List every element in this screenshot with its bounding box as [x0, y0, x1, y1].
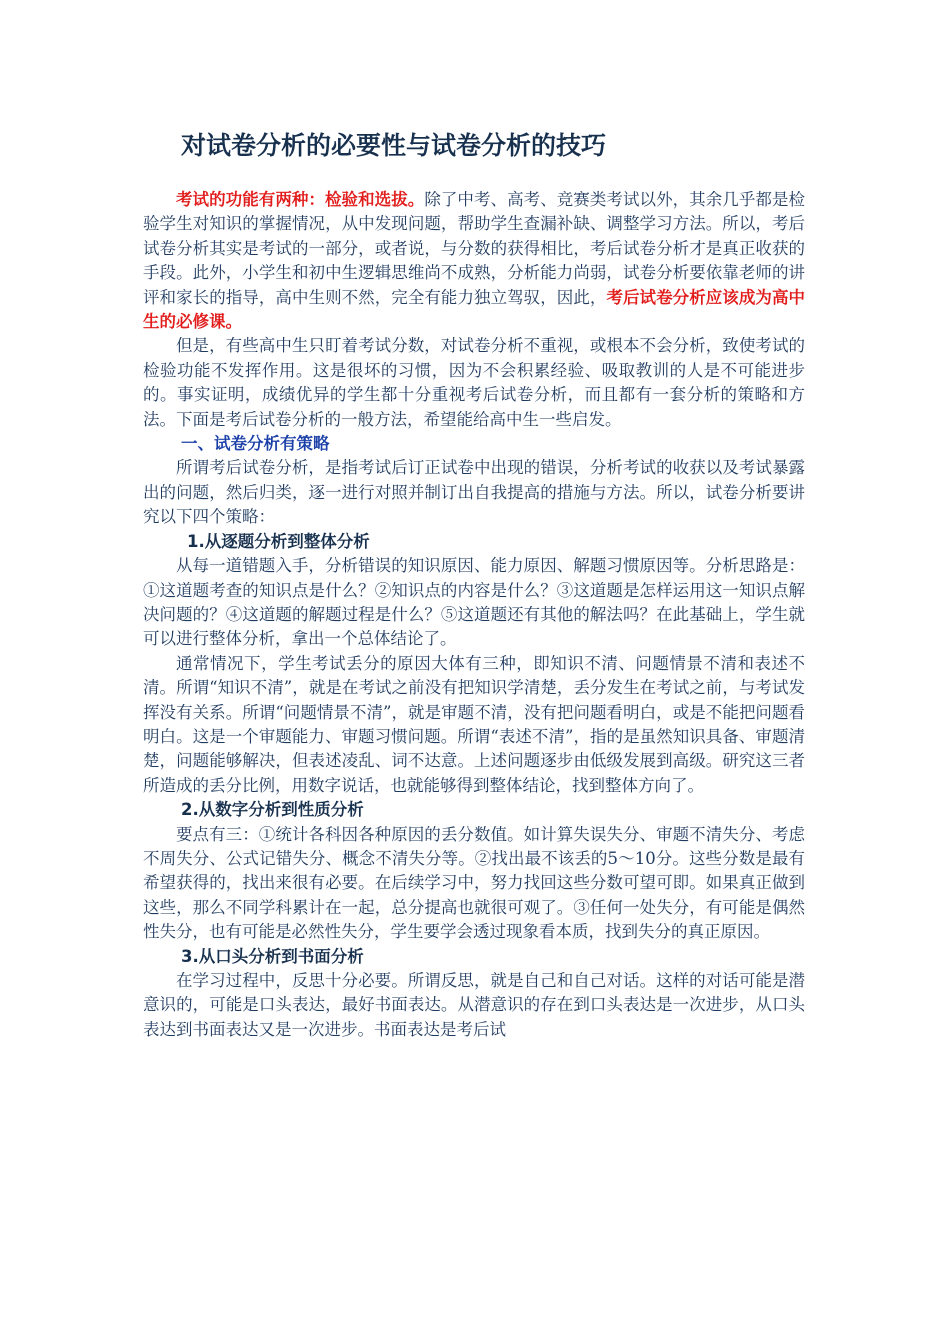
strategy-3-heading: 3.从口头分析到书面分析: [181, 946, 364, 966]
intro-tail-highlight: 考后试卷分析应该成为高中生的必修课。: [143, 287, 806, 332]
document-title: 对试卷分析的必要性与试卷分析的技巧: [181, 131, 607, 160]
intro-paragraph: [143, 188, 805, 334]
document-page: [143, 128, 805, 1042]
strategy-1-paragraph-2: 通常情况下，学生考试丢分的原因大体有三种，即知识不清、问题情景不清和表述不清。所谓“知识不清”，就是在考试之前没有把知识学清楚，丢分发生在考试之前，与考试发挥没有关系。所谓“问题情景不清”，就是审题不清，没有把问题看明白，或是不能把问题看明白。这是一个审题能力、审题习惯问题。所谓“表述不清”，指的是虽然知识具备、审题清楚，问题能够解决，但表述凌乱、词不达意。上述问题逐步由低级发展到高级。研究这三者所造成的丢分比例，用数字说话，也就能够得到整体结论，找到整体方向了。: [143, 653, 805, 795]
strategy-1-heading: 1.从逐题分析到整体分析: [187, 531, 370, 551]
intro-body: 除了中考、高考、竞赛类考试以外，其余几乎都是检验学生对知识的掌握情况，从中发现问题，帮助学生查漏补缺、调整学习方法。所以，考后试卷分析其实是考试的一部分，或者说，与分数的获得相比，考后试卷分析才是真正收获的手段。此外，小学生和初中生逻辑思维尚不成熟，分析能力尚弱，试卷分析要依靠老师的讲评和家长的指导，高中生则不然，完全有能力独立驾驭，因此，: [143, 190, 806, 307]
strategy-3-paragraph: 在学习过程中，反思十分必要。所谓反思，就是自己和自己对话。这样的对话可能是潜意识的，可能是口头表达，最好书面表达。从潜意识的存在到口头表达是一次进步，从口头表达到书面表达又是一次进步。书面表达是考后试: [143, 971, 805, 1039]
section-1-paragraph: 所谓考后试卷分析，是指考试后订正试卷中出现的错误，分析考试的收获以及考试暴露出的问题，然后归类，逐一进行对照并制订出自我提高的措施与方法。所以，试卷分析要讲究以下四个策略：: [143, 458, 805, 527]
strategy-1-paragraph-1: 从每一道错题入手，分析错误的知识原因、能力原因、解题习惯原因等。分析思路是：①这道题考查的知识点是什么？②知识点的内容是什么？③这道题是怎样运用这一知识点解决问题的？④这道题的解题过程是什么？⑤这道题还有其他的解法吗？在此基础上，学生就可以进行整体分析，拿出一个总体结论了。: [143, 556, 805, 649]
strategy-2-heading: 2.从数字分析到性质分析: [181, 800, 364, 820]
section-1-heading: 一、试卷分析有策略: [181, 434, 330, 454]
intro-lead-highlight: 考试的功能有两种：检验和选拔。: [176, 190, 425, 209]
paragraph-2: 但是，有些高中生只盯着考试分数，对试卷分析不重视，或根本不会分析，致使考试的检验功能不发挥作用。这是很坏的习惯，因为不会积累经验、吸取教训的人是不可能进步的。事实证明，成绩优异的学生都十分重视考后试卷分析，而且都有一套分析的策略和方法。下面是考后试卷分析的一般方法，希望能给高中生一些启发。: [143, 336, 805, 429]
strategy-2-paragraph: 要点有三：①统计各科因各种原因的丢分数值。如计算失误失分、审题不清失分、考虑不周失分、公式记错失分、概念不清失分等。②找出最不该丢的5～10分。这些分数是最有希望获得的，找出来很有必要。在后续学习中，努力找回这些分数可望可即。如果真正做到这些，那么不同学科累计在一起，总分提高也就很可观了。③任何一处失分，有可能是偶然性失分，也有可能是必然性失分，学生要学会透过现象看本质，找到失分的真正原因。: [143, 824, 805, 942]
